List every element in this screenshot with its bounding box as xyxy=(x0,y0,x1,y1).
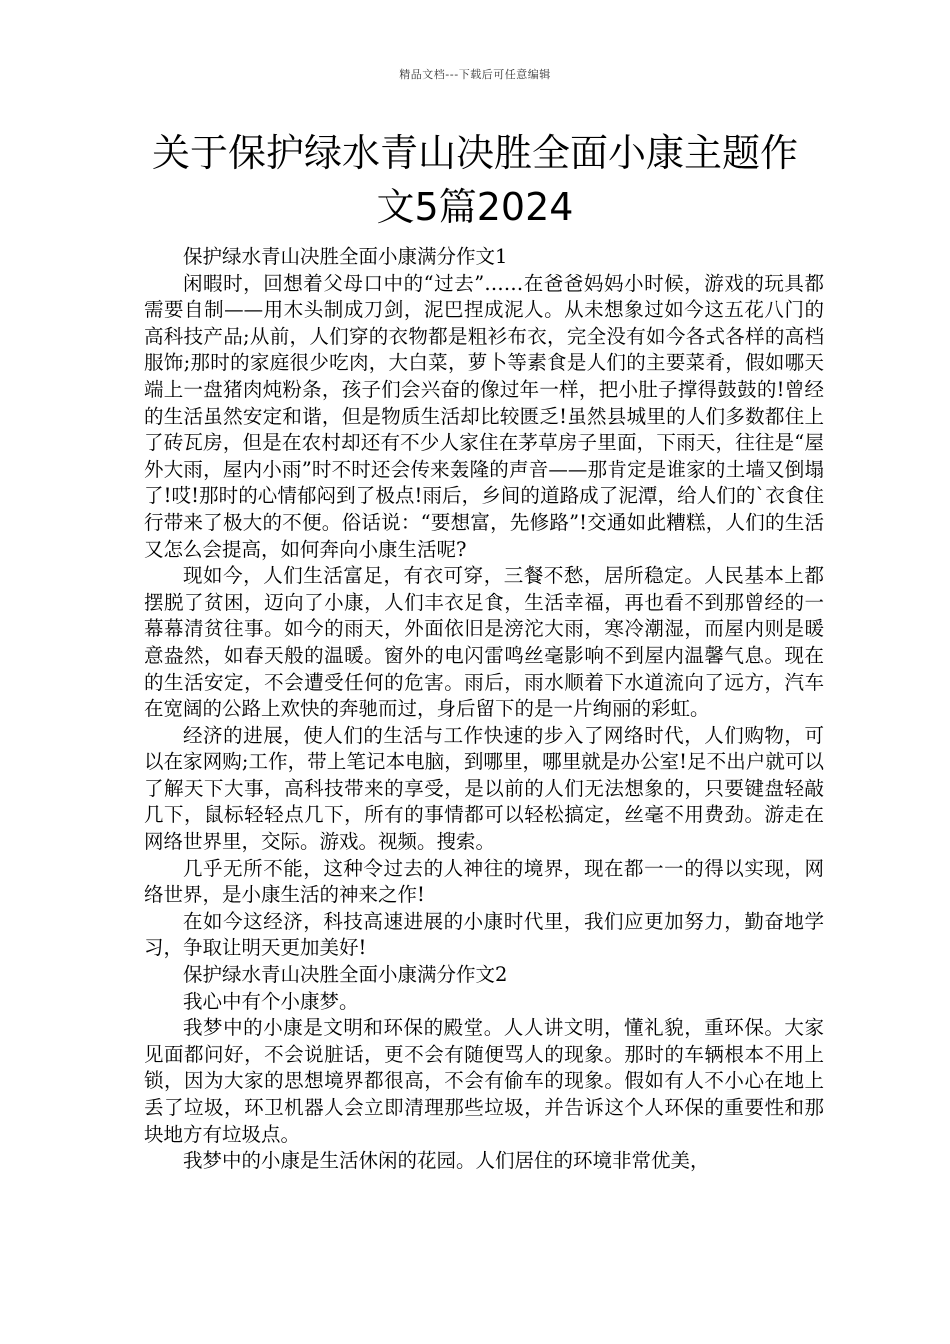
title-line-2: 文5篇2024 xyxy=(376,185,574,229)
paragraph: 我梦中的小康是文明和环保的殿堂。人人讲文明，懂礼貌，重环保。大家见面都问好，不会说脏话，更不会有随便骂人的现象。那时的车辆根本不用上锁，因为大家的思想境界都很高，不会有偷车的现象。假如有人不小心在地上丢了垃圾，环卫机器人会立即清理那些垃圾，并告诉这个人环保的重要性和那块地方有垃圾点。 xyxy=(144,1016,824,1146)
paragraph: 闲暇时，回想着父母口中的“过去”……在爸爸妈妈小时候，游戏的玩具都需要自制——用木头制成刀剑，泥巴捏成泥人。从未想象过如今这五花八门的高科技产品;从前，人们穿的衣物都是粗衫布衣，完全没有如今各式各样的高档服饰;那时的家庭很少吃肉，大白菜，萝卜等素食是人们的主要菜肴，假如哪天端上一盘猪肉炖粉条，孩子们会兴奋的像过年一样，把小肚子撑得鼓鼓的!曾经的生活虽然安定和谐，但是物质生活却比较匮乏!虽然县城里的人们多数都住上了砖瓦房，但是在农村却还有不少人家住在茅草房子里面，下雨天，往往是“屋外大雨，屋内小雨”时不时还会传来轰隆的声音——那肯定是谁家的土墙又倒塌了!哎!那时的心情郁闷到了极点!雨后，乡间的道路成了泥潭，给人们的`衣食住行带来了极大的不便。俗话说：“要想富，先修路”!交通如此糟糕，人们的生活又怎么会提高，如何奔向小康生活呢? xyxy=(144,271,824,561)
essay-heading-2: 保护绿水青山决胜全面小康满分作文2 xyxy=(183,963,508,987)
document-body xyxy=(144,244,824,1175)
paragraph: 我梦中的小康是生活休闲的花园。人们居住的环境非常优美， xyxy=(183,1149,710,1173)
header-note: 精品文档---下载后可任意编辑 xyxy=(399,68,551,81)
essay-heading-1: 保护绿水青山决胜全面小康满分作文1 xyxy=(183,245,508,268)
paragraph: 经济的进展，使人们的生活与工作快速的步入了网络时代，人们购物，可以在家网购;工作，带上笔记本电脑，到哪里，哪里就是办公室!足不出户就可以了解天下大事，高科技带来的享受，是以前的人们无法想象的，只要键盘轻敲几下，鼠标轻轻点几下，所有的事情都可以轻松搞定，丝毫不用费劲。游走在网络世界里，交际。游戏。视频。搜索。 xyxy=(144,723,824,854)
paragraph: 几乎无所不能，这种令过去的人神往的境界，现在都一一的得以实现，网络世界，是小康生活的神来之作! xyxy=(144,856,824,907)
paragraph: 在如今这经济，科技高速进展的小康时代里，我们应更加努力，勤奋地学习，争取让明天更加美好! xyxy=(144,909,824,960)
title-line-1: 关于保护绿水青山决胜全面小康主题作 xyxy=(151,131,798,175)
document-title xyxy=(120,126,830,234)
paragraph: 我心中有个小康梦。 xyxy=(183,989,359,1013)
paragraph: 现如今，人们生活富足，有衣可穿，三餐不愁，居所稳定。人民基本上都摆脱了贫困，迈向了小康，人们丰衣足食，生活幸福，再也看不到那曾经的一幕幕清贫往事。如今的雨天，外面依旧是滂沱大雨，寒冷潮湿，而屋内则是暖意盎然，如春天般的温暖。窗外的电闪雷鸣丝毫影响不到屋内温馨气息。现在的生活安定，不会遭受任何的危害。雨后，雨水顺着下水道流向了远方，汽车在宽阔的公路上欢快的奔驰而过，身后留下的是一片绚丽的彩虹。 xyxy=(144,564,824,721)
